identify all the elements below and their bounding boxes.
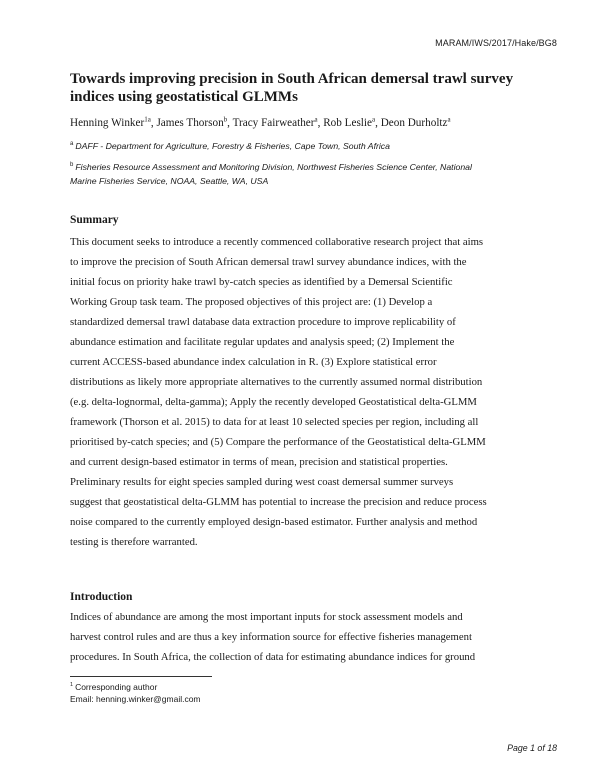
author-affiliation-mark: a <box>372 115 376 124</box>
footnote-email: Email: henning.winker@gmail.com <box>70 694 201 704</box>
affiliation-mark: a <box>70 141 74 148</box>
affiliation-b <box>70 160 540 188</box>
summary-paragraph <box>70 232 540 552</box>
affiliation-a <box>70 139 540 153</box>
introduction-paragraph <box>70 607 540 667</box>
author-separator: , <box>317 117 324 129</box>
author-affiliation-mark: a <box>314 115 318 124</box>
author-name: Deon Durholtz <box>380 117 448 129</box>
text-line: procedures. In South Africa, the collection of data for estimating abundance indices for ground <box>70 651 476 663</box>
affiliation-mark: b <box>70 162 74 169</box>
text-line: framework (Thorson et al. 2015) to data for at least 10 selected species per region, including all <box>70 416 479 428</box>
author-separator: , <box>227 117 233 129</box>
text-line: suggest that geostatistical delta-GLMM has potential to increase the precision and reduce process <box>70 496 487 508</box>
affiliation-text: Marine Fisheries Service, NOAA, Seattle, WA, USA <box>70 176 269 186</box>
author-list <box>70 116 540 130</box>
text-line: initial focus on priority hake trawl by-catch species as identified by a Demersal Scientific <box>70 276 453 288</box>
text-line: prioritised by-catch species; and (5) Compare the performance of the Geostatistical delta-GLMM <box>70 436 486 448</box>
text-line: (e.g. delta-lognormal, delta-gamma); Apply the recently developed Geostatistical delta-GLMM <box>70 396 477 408</box>
footnote-corresponding-author <box>70 682 157 693</box>
text-line: standardized demersal trawl database data extraction procedure to improve replicability of <box>70 316 456 328</box>
footnote-divider <box>70 676 212 677</box>
text-line: testing is therefore warranted. <box>70 536 198 548</box>
text-line: and current design-based estimator in terms of mean, precision and statistical properties. <box>70 456 448 468</box>
author-name: Rob Leslie <box>323 117 372 129</box>
text-line: harvest control rules and are thus a key information source for effective fisheries management <box>70 631 472 643</box>
author-name: Henning Winker <box>70 117 145 129</box>
text-line: Preliminary results for eight species sampled during west coast demersal summer surveys <box>70 476 454 488</box>
author-separator: , <box>375 117 381 129</box>
author-separator: , <box>150 117 157 129</box>
author-name: Tracy Fairweather <box>232 117 315 129</box>
affiliation-text: Fisheries Resource Assessment and Monitoring Division, Northwest Fisheries Science Center, National <box>75 162 472 172</box>
footnote-mark: 1 <box>70 682 74 689</box>
author-affiliation-mark: a <box>447 115 451 124</box>
author-affiliation-mark: b <box>223 115 228 124</box>
text-line: to improve the precision of South African demersal trawl survey abundance indices, with the <box>70 256 467 268</box>
text-line: abundance estimation and facilitate regular updates and analysis speed; (2) Implement the <box>70 336 455 348</box>
affiliation-text: DAFF - Department for Agriculture, Forestry & Fisheries, Cape Town, South Africa <box>75 141 390 151</box>
paper-title: Towards improving precision in South African demersal trawl survey indices using geostatistical GLMMs <box>70 71 514 105</box>
summary-heading: Summary <box>70 214 119 226</box>
document-code: MARAM/IWS/2017/Hake/BG8 <box>435 38 557 48</box>
introduction-heading: Introduction <box>70 591 133 603</box>
text-line: Indices of abundance are among the most important inputs for stock assessment models and <box>70 611 463 623</box>
text-line: Working Group task team. The proposed objectives of this project are: (1) Develop a <box>70 296 433 308</box>
text-line: distributions as likely more appropriate alternatives to the currently assumed normal distribution <box>70 376 483 388</box>
author-affiliation-mark: 1a <box>144 115 151 124</box>
text-line: noise compared to the currently employed design-based estimator. Further analysis and method <box>70 516 478 528</box>
footnote-text: Corresponding author <box>75 682 158 692</box>
author-name: James Thorson <box>156 117 224 129</box>
page-number: Page 1 of 18 <box>507 743 557 753</box>
text-line: current ACCESS-based abundance index calculation in R. (3) Explore statistical error <box>70 356 437 368</box>
text-line: This document seeks to introduce a recently commenced collaborative research project that aims <box>70 236 484 248</box>
